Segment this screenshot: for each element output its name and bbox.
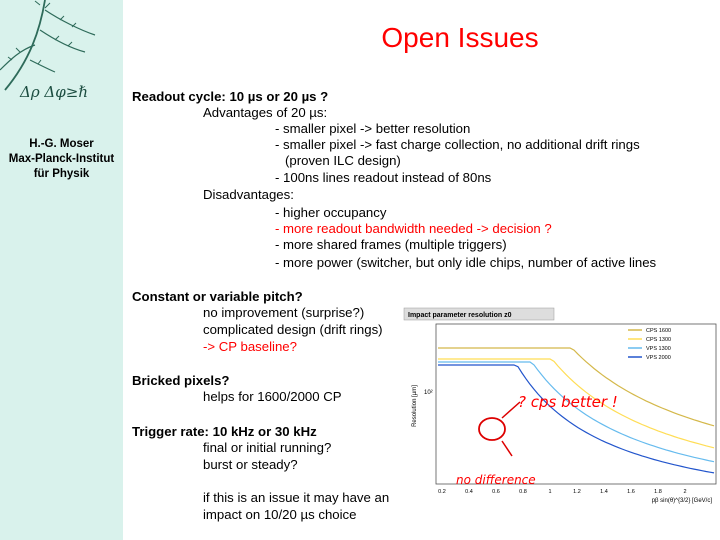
bricked-heading: Bricked pixels? — [132, 373, 230, 388]
advantage-1: - smaller pixel -> better resolution — [275, 121, 471, 136]
sidebar — [0, 0, 123, 540]
plot-xtick-label: 1.6 — [627, 489, 635, 495]
legend-label: VPS 2000 — [646, 355, 671, 361]
trigger-line-4: impact on 10/20 µs choice — [203, 507, 357, 522]
trigger-line-3: if this is an issue it may have an — [203, 490, 390, 505]
legend-label: CPS 1600 — [646, 328, 672, 334]
institute-sub: für Physik — [33, 168, 90, 180]
disadvantage-4: - more power (switcher, but only idle chips, number of active lines — [275, 255, 657, 270]
legend-label: CPS 1300 — [646, 337, 672, 343]
trigger-line-1: final or initial running? — [203, 440, 332, 455]
advantages-heading: Advantages of 20 µs: — [203, 105, 328, 120]
readout-heading: Readout cycle: 10 µs or 20 µs ? — [132, 89, 329, 104]
disadvantage-2: - more readout bandwidth needed -> decision ? — [275, 221, 552, 236]
pitch-heading: Constant or variable pitch? — [132, 289, 303, 304]
affiliation — [0, 137, 123, 182]
pitch-line-3: -> CP baseline? — [203, 339, 297, 354]
disadvantage-1: - higher occupancy — [275, 205, 387, 220]
slide-title: Open Issues — [381, 22, 539, 53]
plot-xtick-label: 0.6 — [492, 489, 500, 495]
plot-xtick-label: 2 — [683, 489, 687, 495]
pitch-line-1: no improvement (surprise?) — [203, 305, 365, 320]
plot-ylabel: Resolution [µm] — [412, 385, 418, 427]
plot-xtick-label: 0.4 — [465, 489, 473, 495]
disadvantages-heading: Disadvantages: — [203, 187, 294, 202]
advantage-2b: (proven ILC design) — [285, 153, 401, 168]
mpi-logo — [0, 0, 123, 110]
bricked-line-1: helps for 1600/2000 CP — [203, 389, 342, 404]
legend-label: VPS 1300 — [646, 346, 671, 352]
trigger-line-2: burst or steady? — [203, 457, 298, 472]
note-cps-better: ? cps better ! — [518, 393, 618, 411]
svg-text:Δρ Δφ≥ℏ: Δρ Δφ≥ℏ — [20, 83, 88, 101]
advantage-3: - 100ns lines readout instead of 80ns — [275, 170, 492, 185]
plot-xtick-label: 1.8 — [654, 489, 662, 495]
plot-xtick-label: 1.4 — [600, 489, 608, 495]
plot-ytick: 10² — [424, 390, 433, 396]
plot-xtick-label: 1 — [548, 489, 552, 495]
plot-xtick-label: 0.8 — [519, 489, 527, 495]
advantage-2: - smaller pixel -> fast charge collection, no additional drift rings — [275, 137, 640, 152]
plot-xlabel: pβ sin(θ)^{3/2} [GeV/c] — [651, 498, 712, 504]
institute-name: Max-Planck-Institut — [8, 153, 115, 165]
plot-xtick-label: 1.2 — [573, 489, 581, 495]
plot-xtick-label: 0.2 — [438, 489, 446, 495]
trigger-heading: Trigger rate: 10 kHz or 30 kHz — [132, 424, 317, 439]
author-name: H.-G. Moser — [29, 138, 94, 150]
disadvantage-3: - more shared frames (multiple triggers) — [275, 237, 507, 252]
pitch-line-2: complicated design (drift rings) — [203, 322, 383, 337]
note-no-difference: no difference — [456, 473, 536, 487]
plot-title: Impact parameter resolution z0 — [408, 312, 512, 319]
